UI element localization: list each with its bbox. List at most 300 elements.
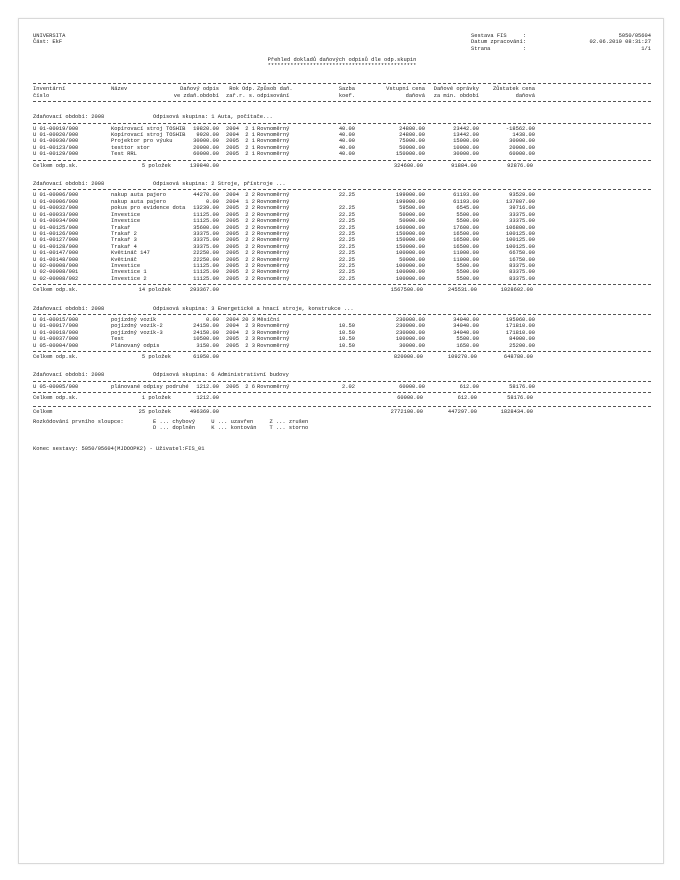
col-depreciation-header: ve zdaň.období — [173, 92, 219, 99]
divider — [33, 83, 651, 84]
total-count: 25 položek — [138, 408, 171, 415]
sum-input-price: 60000.00 — [397, 395, 423, 402]
report-title: Přehled dokladů daňových odpisů dle odp.skupin — [267, 57, 417, 63]
col-rate: 40.00 — [338, 144, 355, 151]
col-accumulated: 5500.00 — [456, 262, 479, 269]
col-method: Rovnoměrný — [257, 336, 290, 343]
org-name: UNIVERSITA — [33, 33, 66, 39]
col-method: Rovnoměrný — [257, 211, 290, 218]
col-depreciation: 33375.00 — [193, 230, 219, 237]
col-group: 2 2 — [245, 243, 255, 250]
col-name: Projektor pro výuku — [111, 138, 173, 145]
col-inventory: U 01-00128/000 — [33, 243, 79, 250]
sum-count: 1 položek — [141, 395, 171, 402]
col-input-price: 100000.00 — [395, 262, 425, 269]
sum-label: Celkem odp.sk. — [33, 287, 79, 294]
col-residual: 83375.00 — [509, 269, 535, 276]
column-headers — [33, 86, 651, 99]
col-year: 2004 — [226, 198, 239, 205]
col-name: pojízdný vozík-2 — [111, 323, 163, 330]
col-group: 2 2 — [245, 230, 255, 237]
col-inventory: U 01-00127/000 — [33, 237, 79, 244]
period-label-text: Zdaňovací období: — [33, 114, 88, 121]
table-row — [33, 343, 651, 349]
col-method: Rovnoměrný — [257, 237, 290, 244]
col-method: Rovnoměrný — [257, 250, 290, 257]
col-input-price: 150000.00 — [395, 151, 425, 158]
col-group: 2 2 — [245, 269, 255, 276]
col-depreciation: 1212.00 — [196, 383, 219, 390]
col-year: 2005 — [226, 262, 239, 269]
col-inventory: U 01-00034/000 — [33, 218, 79, 225]
col-inventory-header: Inventární — [33, 86, 66, 93]
col-name: Investice 2 — [111, 275, 147, 282]
col-name: Trakař 4 — [111, 243, 137, 250]
divider — [33, 284, 651, 285]
col-depreciation: 3150.00 — [196, 342, 219, 349]
col-inventory: U 01-00030/000 — [33, 138, 79, 145]
col-year: 2005 — [226, 237, 239, 244]
col-depreciation: 0.00 — [206, 316, 219, 323]
col-accumulated: 5500.00 — [456, 211, 479, 218]
group-label: Odpisová skupina: 1 Auta, počítače... — [153, 114, 273, 121]
col-accumulated: 16500.00 — [453, 230, 479, 237]
col-year: 2004 — [226, 192, 239, 199]
period-value: 2008 — [88, 372, 105, 379]
col-input-price: 100000.00 — [395, 275, 425, 282]
header-meta — [471, 33, 651, 52]
col-name: Investice — [111, 211, 141, 218]
col-residual: 1438.00 — [512, 132, 535, 139]
col-depreciation: 22250.00 — [193, 250, 219, 257]
col-method: Rovnoměrný — [257, 230, 290, 237]
col-residual: 100125.00 — [505, 230, 535, 237]
col-inventory: U 01-00019/000 — [33, 125, 79, 132]
col-group: 2 2 — [245, 218, 255, 225]
col-name: nakup auta pajero — [111, 192, 166, 199]
col-group: 2 3 — [245, 323, 255, 330]
col-accumulated: 34040.00 — [453, 316, 479, 323]
col-year: 2005 — [226, 224, 239, 231]
col-group: 2 2 — [245, 205, 255, 212]
col-group-header: Odp. — [242, 86, 255, 93]
group-heading — [33, 306, 651, 312]
col-method: Rovnoměrný — [257, 138, 290, 145]
col-group: 2 2 — [245, 250, 255, 257]
col-residual: 195960.00 — [505, 316, 535, 323]
col-input-price: 75000.00 — [399, 138, 425, 145]
col-rate: 10.50 — [338, 323, 355, 330]
sum-input-price: 324600.00 — [393, 162, 423, 169]
group-label: Odpisová skupina: 3 Energetické a hnací stroje, konstrukce ... — [153, 305, 354, 312]
period-label-text: Zdaňovací období: — [33, 372, 88, 379]
col-year: 2005 — [226, 144, 239, 151]
col-rate: 10.50 — [338, 329, 355, 336]
col-name: Investice 1 — [111, 269, 147, 276]
col-residual: 100125.00 — [505, 243, 535, 250]
table-row — [33, 384, 651, 390]
col-inventory: U 01-00129/000 — [33, 151, 79, 158]
meta-report-id: Sestava FIS : 5050/05604 — [471, 33, 651, 39]
col-group: 2 2 — [245, 211, 255, 218]
col-group-header: r. s. — [239, 92, 256, 99]
col-method: Rovnoměrný — [257, 342, 290, 349]
col-name: Kopírovací stroj TOSHIB — [111, 132, 186, 139]
col-accumulated-header: Daňové oprávky — [433, 86, 479, 93]
col-residual: 33375.00 — [509, 211, 535, 218]
col-rate: 22.25 — [338, 192, 355, 199]
sum-accumulated: 91884.00 — [451, 162, 477, 169]
col-depreciation: 30000.00 — [193, 138, 219, 145]
divider — [33, 381, 651, 382]
col-name: plánované odpisy podruhé — [111, 383, 189, 390]
col-residual: 137807.00 — [505, 198, 535, 205]
col-inventory: U 05-00005/000 — [33, 383, 79, 390]
col-input-price: 24800.00 — [399, 132, 425, 139]
meta-page: Strana : 1/1 — [471, 45, 651, 52]
col-accumulated: 23442.00 — [453, 125, 479, 132]
col-accumulated: 11000.00 — [453, 256, 479, 263]
col-input-price-header: Vstupní cena — [386, 86, 425, 93]
col-year: 2004 — [226, 329, 239, 336]
col-group: 2 3 — [245, 329, 255, 336]
col-accumulated: 30000.00 — [453, 151, 479, 158]
col-input-price: 30000.00 — [399, 342, 425, 349]
period-label — [33, 306, 153, 312]
col-residual: 66750.00 — [509, 250, 535, 257]
sum-input-price: 1567500.00 — [390, 287, 423, 294]
col-depreciation: 20000.00 — [193, 144, 219, 151]
col-residual-header: daňová — [515, 92, 535, 99]
col-name: testtor stor — [111, 144, 150, 151]
col-input-price: 60000.00 — [399, 383, 425, 390]
divider — [33, 351, 651, 352]
col-residual: 93529.00 — [509, 192, 535, 199]
col-accumulated: 34040.00 — [453, 329, 479, 336]
col-name: Trakař 2 — [111, 230, 137, 237]
col-inventory: U 01-00020/000 — [33, 132, 79, 139]
col-depreciation: 35600.00 — [193, 224, 219, 231]
col-depreciation: 11125.00 — [193, 218, 219, 225]
col-depreciation: 13239.00 — [193, 205, 219, 212]
col-depreciation-header: Daňový odpis — [180, 86, 219, 93]
col-accumulated: 17600.00 — [453, 224, 479, 231]
col-year: 2004 — [226, 323, 239, 330]
col-year: 2005 — [226, 256, 239, 263]
col-rate: 22.25 — [338, 243, 355, 250]
group-total-row — [33, 287, 651, 293]
total-label: Celkem — [33, 408, 53, 415]
col-input-price: 199000.00 — [395, 198, 425, 205]
col-residual: 25200.00 — [509, 342, 535, 349]
period-label — [33, 181, 153, 187]
col-year: 2005 — [226, 269, 239, 276]
divider — [33, 406, 651, 407]
col-method-header: odpisování — [257, 92, 290, 99]
col-method: Rovnoměrný — [257, 198, 290, 205]
col-name-header — [111, 93, 171, 99]
title-underline: ********************************************** — [267, 63, 417, 70]
col-residual: 60000.00 — [509, 151, 535, 158]
sum-label: Celkem odp.sk. — [33, 395, 79, 402]
col-depreciation: 22250.00 — [193, 256, 219, 263]
col-input-price: 100000.00 — [395, 269, 425, 276]
report-footer: Konec sestavy: 5050/05604(MJDOOPK2) - Uživatel:FIS_01 — [33, 445, 205, 452]
sum-depreciation: 139840.00 — [189, 162, 219, 169]
col-accumulated: 10000.00 — [453, 144, 479, 151]
col-residual: 30000.00 — [509, 138, 535, 145]
col-input-price: 230000.00 — [395, 316, 425, 323]
depreciation-group — [33, 114, 651, 169]
col-input-price-header: daňová — [405, 92, 425, 99]
sum-input-price: 820000.00 — [393, 354, 423, 360]
period-label-text: Zdaňovací období: — [33, 305, 88, 312]
col-name: Květináč — [111, 256, 137, 263]
depreciation-group — [33, 181, 651, 294]
col-year: 2005 — [226, 151, 239, 158]
period-label — [33, 372, 153, 378]
col-rate-header: koef. — [338, 92, 355, 99]
col-depreciation: 24150.00 — [193, 323, 219, 330]
col-inventory: U 02-00008/001 — [33, 269, 79, 276]
sum-accumulated: 612.00 — [457, 395, 477, 402]
legend-label: Rozkódování prvního sloupce: — [33, 419, 124, 426]
col-rate: 40.00 — [338, 132, 355, 139]
sum-label: Celkem odp.sk. — [33, 162, 79, 169]
col-residual: 33375.00 — [509, 218, 535, 225]
divider — [33, 189, 651, 190]
divider — [33, 392, 651, 393]
group-heading — [33, 372, 651, 378]
col-accumulated: 5500.00 — [456, 275, 479, 282]
total-accumulated: 447297.00 — [447, 408, 477, 415]
col-residual: 20000.00 — [509, 144, 535, 151]
col-year: 2005 — [226, 211, 239, 218]
sum-residual: 92876.00 — [507, 162, 533, 169]
col-accumulated: 16500.00 — [453, 243, 479, 250]
total-input-price: 2772100.00 — [390, 408, 423, 415]
col-inventory: U 01-00037/000 — [33, 336, 79, 343]
col-residual: 171810.00 — [505, 323, 535, 330]
col-rate: 10.50 — [338, 342, 355, 349]
col-accumulated: 61193.00 — [453, 198, 479, 205]
col-method: Rovnoměrný — [257, 218, 290, 225]
col-inventory: U 01-00148/000 — [33, 256, 79, 263]
col-input-price: 24800.00 — [399, 125, 425, 132]
col-depreciation: 33375.00 — [193, 243, 219, 250]
col-method: Rovnoměrný — [257, 323, 290, 330]
col-inventory: U 01-00126/000 — [33, 230, 79, 237]
groups-container — [33, 114, 651, 401]
col-inventory: U 01-00006/000 — [33, 192, 79, 199]
col-name: Trakař — [111, 224, 131, 231]
col-depreciation: 11125.00 — [193, 269, 219, 276]
col-depreciation: 33375.00 — [193, 237, 219, 244]
col-depreciation: 24150.00 — [193, 329, 219, 336]
sum-residual: 648780.00 — [503, 354, 533, 360]
col-residual: 171810.00 — [505, 329, 535, 336]
col-year: 2005 — [226, 243, 239, 250]
col-group: 2 2 — [245, 224, 255, 231]
group-label: Odpisová skupina: 6 Administrativní budovy — [153, 372, 289, 379]
col-accumulated: 11000.00 — [453, 250, 479, 257]
col-method: Měsíční — [257, 316, 280, 323]
col-rate: 22.25 — [338, 205, 355, 212]
col-inventory: U 01-00032/000 — [33, 205, 79, 212]
sum-depreciation: 1212.00 — [196, 395, 219, 402]
col-input-price: 100000.00 — [395, 250, 425, 257]
col-inventory: U 02-00008/000 — [33, 262, 79, 269]
col-input-price: 100000.00 — [395, 336, 425, 343]
col-group: 2 1 — [245, 144, 255, 151]
col-rate: 22.25 — [338, 275, 355, 282]
col-rate: 22.25 — [338, 218, 355, 225]
col-rate: 22.25 — [338, 230, 355, 237]
col-accumulated: 15000.00 — [453, 138, 479, 145]
col-name: Plánovaný odpis — [111, 342, 160, 349]
col-inventory-header: číslo — [33, 92, 50, 99]
col-group: 2 2 — [245, 237, 255, 244]
col-year: 2005 — [226, 138, 239, 145]
col-input-price: 150000.00 — [395, 237, 425, 244]
col-rate: 22.25 — [338, 224, 355, 231]
table-row — [33, 276, 651, 282]
col-method: Rovnoměrný — [257, 125, 290, 132]
group-total-row — [33, 395, 651, 401]
col-name: Investice — [111, 262, 141, 269]
sum-residual: 1028602.00 — [500, 287, 533, 294]
col-name: pojízdný vozík — [111, 316, 157, 323]
col-depreciation: 19820.00 — [193, 125, 219, 132]
col-group: 2 2 — [245, 192, 255, 199]
col-year: 2005 — [226, 336, 239, 343]
col-accumulated: 5500.00 — [456, 269, 479, 276]
col-method: Rovnoměrný — [257, 256, 290, 263]
col-year: 2004 — [226, 132, 239, 139]
col-residual: -18562.00 — [505, 125, 535, 132]
col-method: Rovnoměrný — [257, 383, 290, 390]
col-depreciation: 0.00 — [206, 198, 219, 205]
period-value: 2008 — [88, 114, 105, 121]
col-method: Rovnoměrný — [257, 132, 290, 139]
col-name: nakup auta pajero — [111, 198, 166, 205]
col-inventory: U 02-00008/002 — [33, 275, 79, 282]
col-residual-header: Zůstatek cena — [492, 86, 535, 93]
total-residual: 1828434.00 — [500, 408, 533, 415]
col-method: Rovnoměrný — [257, 144, 290, 151]
col-group: 2 2 — [245, 275, 255, 282]
col-inventory: U 01-00033/000 — [33, 211, 79, 218]
col-year: 2005 — [226, 205, 239, 212]
col-name: Investice — [111, 218, 141, 225]
sum-count: 5 položek — [141, 354, 171, 360]
divider — [33, 123, 651, 124]
col-residual: 84000.00 — [509, 336, 535, 343]
col-inventory: U 01-00018/000 — [33, 329, 79, 336]
col-group: 2 2 — [245, 262, 255, 269]
col-year: 2005 — [226, 230, 239, 237]
col-residual: 83375.00 — [509, 262, 535, 269]
group-total-row — [33, 163, 651, 169]
col-depreciation: 11125.00 — [193, 262, 219, 269]
sum-accumulated: 109270.00 — [447, 354, 477, 360]
col-inventory: U 01-00125/000 — [33, 224, 79, 231]
col-group: 2 6 — [245, 383, 255, 390]
col-method: Rovnoměrný — [257, 151, 290, 158]
col-input-price: 150000.00 — [395, 243, 425, 250]
report-header — [33, 33, 651, 52]
col-group: 2 1 — [245, 151, 255, 158]
col-rate: 22.25 — [338, 269, 355, 276]
col-year: 2005 — [226, 275, 239, 282]
col-input-price: 50000.00 — [399, 218, 425, 225]
total-depreciation: 496369.00 — [189, 408, 219, 415]
col-accumulated-header: za min. období — [433, 92, 479, 99]
col-residual: 106800.00 — [505, 224, 535, 231]
col-inventory: U 01-00147/000 — [33, 250, 79, 257]
col-rate: 40.00 — [338, 138, 355, 145]
report-page — [18, 18, 664, 864]
col-input-price: 160000.00 — [395, 224, 425, 231]
period-label-text: Zdaňovací období: — [33, 181, 88, 188]
col-name: pojízdný vozík-3 — [111, 329, 163, 336]
col-rate: 22.25 — [338, 211, 355, 218]
col-depreciation: 9920.00 — [196, 132, 219, 139]
col-residual: 16750.00 — [509, 256, 535, 263]
col-residual: 58176.00 — [509, 383, 535, 390]
col-method: Rovnoměrný — [257, 275, 290, 282]
col-depreciation: 44270.00 — [193, 192, 219, 199]
col-rate: 22.25 — [338, 237, 355, 244]
col-group: 2 1 — [245, 125, 255, 132]
col-rate: 40.00 — [338, 125, 355, 132]
col-year-header: zař. — [226, 92, 239, 99]
col-accumulated: 61193.00 — [453, 192, 479, 199]
col-method: Rovnoměrný — [257, 329, 290, 336]
col-inventory: U 01-00017/000 — [33, 323, 79, 330]
col-accumulated: 16500.00 — [453, 237, 479, 244]
col-rate: 22.25 — [338, 262, 355, 269]
col-depreciation: 11125.00 — [193, 211, 219, 218]
col-method: Rovnoměrný — [257, 224, 290, 231]
grand-total-row — [33, 409, 651, 415]
col-input-price: 50000.00 — [399, 144, 425, 151]
col-accumulated: 1650.00 — [456, 342, 479, 349]
col-inventory: U 01-00123/000 — [33, 144, 79, 151]
report-document — [33, 33, 651, 452]
org-part: Část: EkF — [33, 39, 63, 46]
col-input-price: 50000.00 — [399, 256, 425, 263]
depreciation-group — [33, 372, 651, 401]
col-input-price: 59500.00 — [399, 205, 425, 212]
col-method: Rovnoměrný — [257, 192, 290, 199]
col-input-price: 199000.00 — [395, 192, 425, 199]
col-method: Rovnoměrný — [257, 262, 290, 269]
col-year: 2005 — [226, 342, 239, 349]
period-value: 2008 — [88, 181, 105, 188]
col-depreciation: 11125.00 — [193, 275, 219, 282]
col-input-price: 230000.00 — [395, 323, 425, 330]
legend-line-2: D ... doplněn K ... kontován T ... storno — [153, 425, 309, 432]
group-total-row — [33, 354, 651, 360]
col-group: 2 1 — [245, 132, 255, 139]
legend — [33, 419, 651, 432]
divider — [33, 160, 651, 161]
col-group: 2 3 — [245, 336, 255, 343]
col-rate: 22.25 — [338, 256, 355, 263]
column-header-row-2 — [33, 93, 651, 99]
col-name: pokus pro evidence dota — [111, 205, 186, 212]
